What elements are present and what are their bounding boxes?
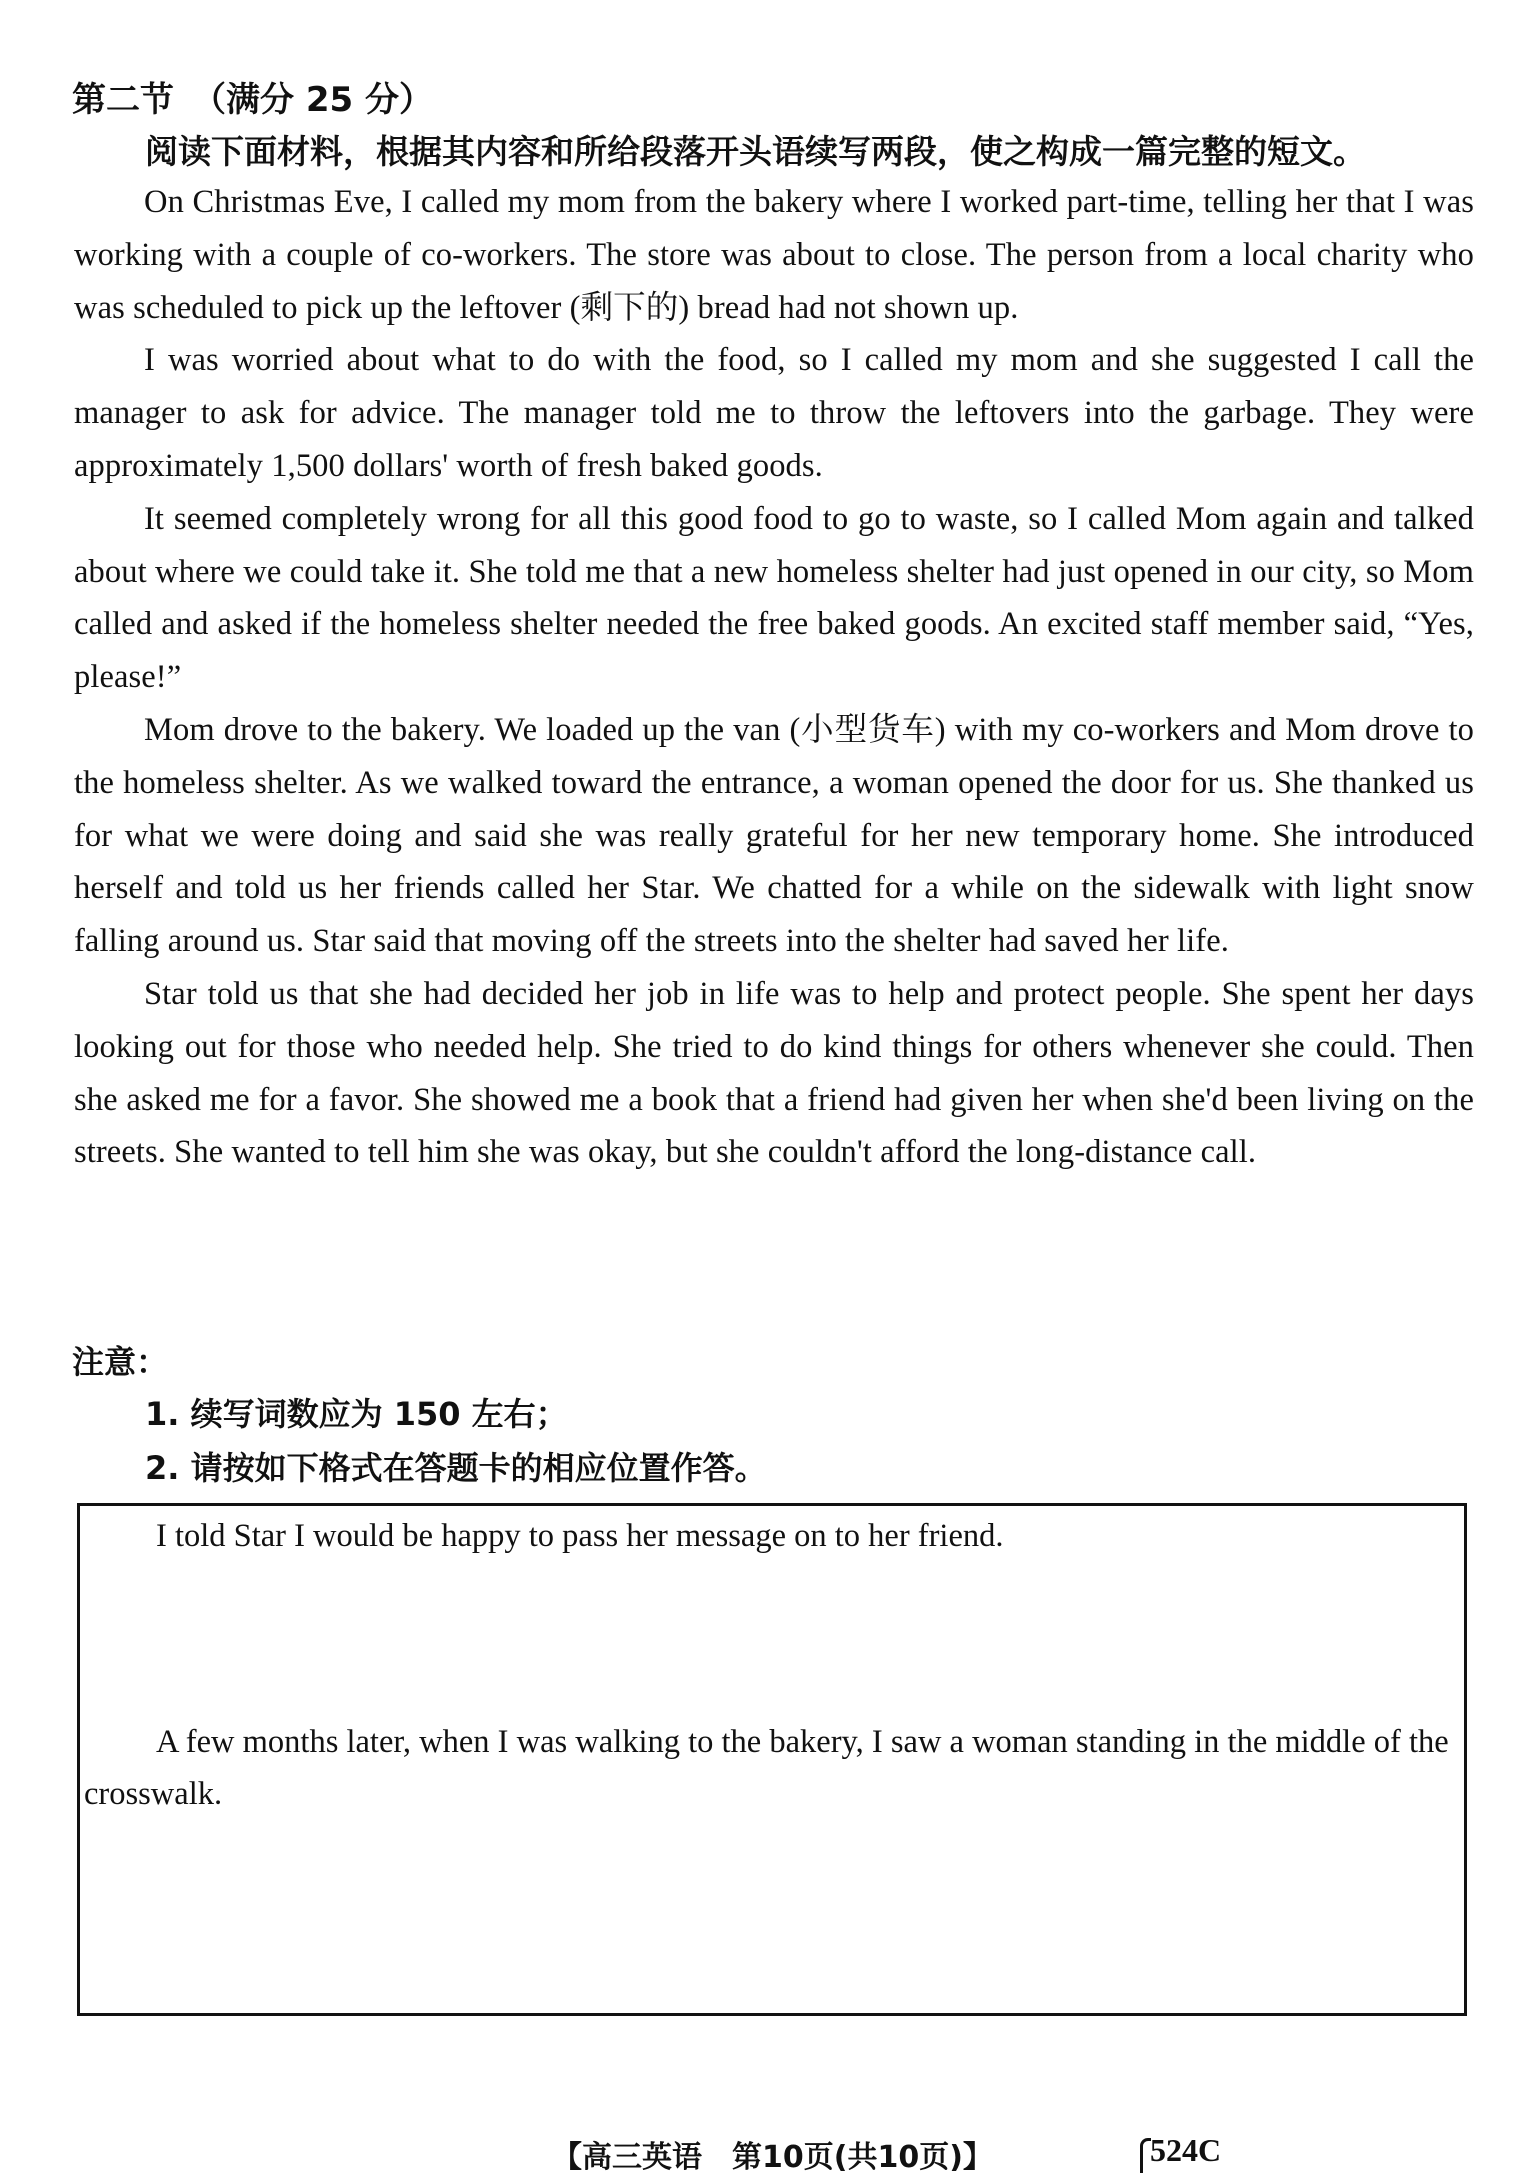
section-title: 第二节 (72, 80, 174, 120)
notes-list (145, 1392, 767, 1500)
paragraph-1-opening: I told Star I would be happy to pass her message on to her friend. (156, 1518, 1004, 1554)
note-item: 2. 请按如下格式在答题卡的相应位置作答。 (145, 1449, 767, 1487)
footer-exam-code: 524C (1150, 2132, 1222, 2168)
note-item: 1. 续写词数应为 150 左右； (145, 1395, 568, 1433)
passage-paragraph: Mom drove to the bakery. We loaded up the van (小型货车) with my co-workers and Mom drove to the homeless shelter. As we walked toward the entrance, a woman opened the door for us. She thanked us for what we were doing and said she was really grateful for her new temporary home. She introduced herself and told us her friends called her Star. We chatted for a while on the sidewalk with light snow falling around us. Star said that moving off the streets into the shelter had saved her life. (74, 711, 1474, 960)
paragraph-2-opening: A few months later, when I was walking to the bakery, I saw a woman standing in the middle of the crosswalk. (84, 1724, 1449, 1812)
page-footer (0, 2128, 1538, 2173)
passage-paragraph: On Christmas Eve, I called my mom from the bakery where I worked part-time, telling her that I was working with a couple of co-workers. The store was about to close. The person from a local charity who was scheduled to pick up the leftover (剩下的) bread had not shown up. (74, 184, 1474, 326)
passage-paragraph: Star told us that she had decided her job in life was to help and protect people. She spent her days looking out for those who needed help. She tried to do kind things for others whenever she could. Then she asked me for a favor. She showed me a book that a friend had given her when she'd been living on the streets. She wanted to tell him she was okay, but she couldn't afford the long-distance call. (74, 975, 1474, 1171)
footer-page-info: 【高三英语 第10页(共10页)】 (552, 2140, 993, 2173)
passage-paragraph: I was worried about what to do with the food, so I called my mom and she suggested I call the manager to ask for advice. The manager told me to throw the leftovers into the garbage. They were approximately 1,500 dollars' worth of fresh baked goods. (74, 342, 1474, 484)
section-heading (72, 78, 433, 122)
passage-paragraph: It seemed completely wrong for all this good food to go to waste, so I called Mom again and talked about where we could take it. She told me that a new homeless shelter had just opened in our city, so Mom called and asked if the homeless shelter needed the free baked goods. An excited staff member said, “Yes, please!” (74, 500, 1474, 696)
notes-label: 注意： (72, 1343, 169, 1381)
section-score: （满分 25 分） (192, 80, 433, 120)
answer-box[interactable] (77, 1503, 1467, 2016)
task-instruction: 阅读下面材料，根据其内容和所给段落开头语续写两段，使之构成一篇完整的短文。 (145, 132, 1366, 171)
reading-passage (74, 176, 1474, 1179)
